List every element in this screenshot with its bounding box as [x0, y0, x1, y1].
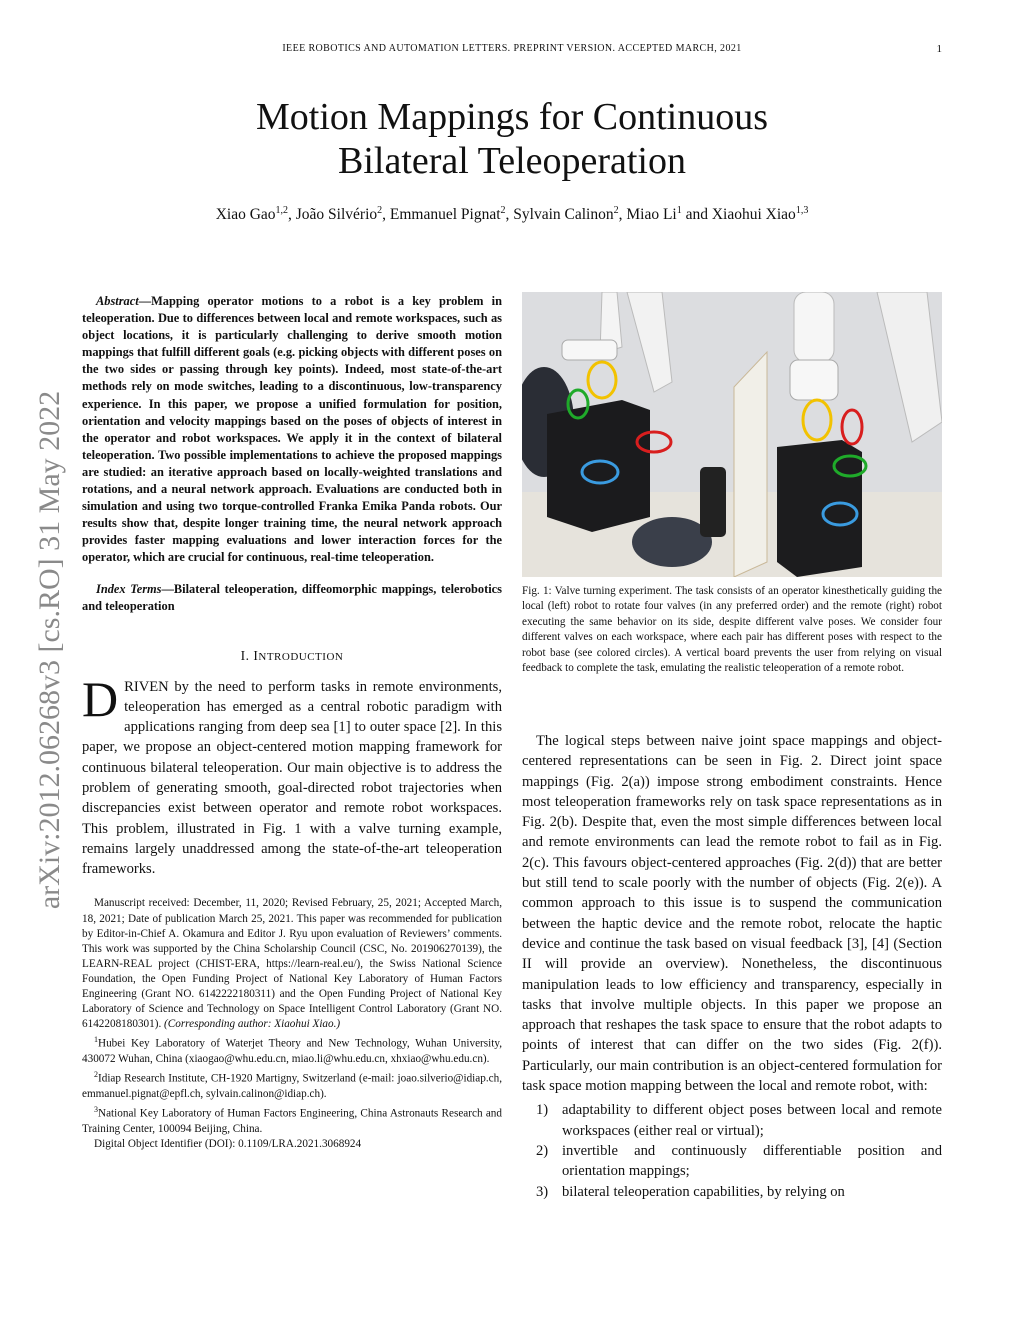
affiliation-text: Hubei Key Laboratory of Waterjet Theory and New Technology, Wuhan University, 430072 Wuhan, China (xiaogao@whu.edu.cn, miao.li@whu.edu.cn, xhxiao@whu.edu.cn). — [82, 1038, 502, 1066]
list-item-number: 2) — [536, 1142, 549, 1159]
author-affiliation-mark: 2 — [500, 205, 506, 216]
index-terms — [82, 581, 502, 615]
body-paragraph: The logical steps between naive joint space mappings and object-centered representations can be seen in Fig. 2. Direct joint space mappings (Fig. 2(a)) impose strong embodiment constraints. Hence most teleoperation frameworks rely on task space representations as in Fig. 2(b). Despite that, even the most simple differences between local and remote environments can lead the remote robot to fail as in Fig. 2(c). This favours object-centered approaches (Fig. 2(d)) that are better but still tend to scale poorly with the number of objects (Fig. 2(e)). A common approach to this issue is to suspend the communication between the haptic device and the remote robot, relocate the haptic device and continue the task based on visual feedback [3], [4] (Section II will provide an overview). Nonetheless, the discontinuous manipulation leads to low efficiency and transparency, especially in tasks that involve multiple objects. In this paper we propose an approach that reshapes the task space to ensure that the robot adapts to points of interest that can differ on the two sides (Fig. 2(f)). Particularly, our main contribution is an object-centered formulation for task space motion mapping between the local and remote robot, with: — [522, 733, 942, 1095]
contribution-list — [522, 1100, 942, 1201]
arxiv-stamp: arXiv:2012.06268v3 [cs.RO] 31 May 2022 — [33, 390, 66, 910]
arxiv-stamp-container — [20, 350, 80, 950]
remote-valve-box — [777, 440, 862, 577]
author-affiliation-mark: 1 — [676, 205, 682, 216]
intro-paragraph — [82, 670, 502, 880]
index-terms-text: —Bilateral teleoperation, diffeomorphic mappings, telerobotics and teleoperation — [82, 581, 502, 613]
haptic-device — [700, 467, 726, 537]
section-title-rest: NTRODUCTION — [258, 650, 344, 663]
local-valve-box — [547, 400, 650, 532]
list-item — [522, 1182, 942, 1202]
list-item-number: 3) — [536, 1183, 549, 1200]
affiliation-3 — [82, 1102, 502, 1137]
doi-note: Digital Object Identifier (DOI): 0.1109/LRA.2021.3068924 — [94, 1138, 362, 1151]
list-item-number: 1) — [536, 1102, 549, 1119]
affiliation-mark: 2 — [94, 1070, 98, 1080]
author-list — [0, 205, 1024, 224]
list-item-text: adaptability to different object poses between local and remote workspaces (either real or virtual); — [562, 1102, 942, 1139]
index-terms-label: Index Terms — [96, 581, 162, 596]
corresponding-author: (Corresponding author: Xiaohui Xiao.) — [164, 1018, 341, 1031]
vertical-board — [734, 352, 767, 577]
paper-title — [0, 95, 1024, 183]
abstract-label: Abstract — [96, 294, 139, 308]
author-name: , Miao Li — [618, 206, 677, 224]
list-item-text: invertible and continuously differentiable position and orientation mappings; — [562, 1142, 942, 1180]
affiliation-text: National Key Laboratory of Human Factors Engineering, China Astronauts Research and Training Center, 100094 Beijing, China. — [82, 1107, 502, 1135]
figure-1-photo — [522, 292, 942, 577]
remote-robot-gripper — [790, 360, 838, 400]
footnotes — [82, 896, 502, 1152]
author-affiliation-mark: 2 — [613, 205, 619, 216]
abstract-text: —Mapping operator motions to a robot is a key problem in teleoperation. Due to differences between local and remote workspaces, such as object locations, it is particularly challenging to derive smooth motion mappings that fulfill different goals (e.g. picking objects with different poses on the two sides or passing through key points). Indeed, most state-of-the-art methods rely on mode switches, leading to a discontinuous, low-transparency experience. In this paper, we propose a unified formulation for position, orientation and velocity mappings based on the poses of objects of interest in the operator and robot workspaces. We apply it in the context of bilateral teleoperation. Two possible implementations to achieve the proposed mappings are studied: an iterative approach based on locally-weighted translations and rotations, and a neural network approach. Evaluations are conducted both in simulation and using two torque-controlled Franka Emika Panda robots. Our results show that, despite longer training time, the neural network approach provides faster mapping evaluations and lower interaction forces for the operator, which are crucial for continuous, real-time teleoperation. — [82, 294, 502, 565]
running-head: IEEE ROBOTICS AND AUTOMATION LETTERS. PREPRINT VERSION. ACCEPTED MARCH, 2021 — [282, 43, 742, 54]
list-item-text: bilateral teleoperation capabilities, by relying on — [562, 1183, 845, 1200]
manuscript-note — [82, 896, 502, 1032]
figure-illustration — [522, 292, 942, 577]
abstract — [82, 293, 502, 567]
author-name: , Emmanuel Pignat — [382, 206, 501, 224]
manuscript-text: Manuscript received: December, 11, 2020; Revised February, 25, 2021; Accepted March, 18, 2021; Date of publication March 25, 2021. This paper was recommended for publication by Editor-in-Chief A. Okamura and Editor J. Ryu upon evaluation of Reviewers’ comments. This work was supported by the China Scholarship Council (CSC, No. 201906270139), the LEARN-REAL project (CHIST-ERA, https://learn-real.eu/), the Swiss National Science Foundation, the Open Funding Project of National Key Laboratory of Human Factors Engineering (Grant NO. 6142222180311) and the Open Funding Project of National Key Laboratory of Science and Technology on Space Intelligent Control Laboratory (Grant NO. 6142208180301). — [82, 897, 502, 1031]
author-name: Xiao Gao — [215, 206, 276, 224]
drop-cap: D — [82, 670, 119, 727]
figure-1-caption: Fig. 1: Valve turning experiment. The task consists of an operator kinesthetically guiding the local (left) robot to rotate four valves (in any preferred order) and the remote (right) robot executing the same behavior on its side, despite different valve poses. We consider four different valves on each workspace, where each pair has different poses with respect to the robot base (see colored circles). A vertical board prevents the user from relying on visual feedback to complete the task, emulating the realistic teleoperation of a remote robot. — [522, 585, 942, 675]
author-affiliation-mark: 2 — [377, 205, 383, 216]
author-name: , João Silvério — [288, 206, 378, 224]
author-name: , Sylvain Calinon — [505, 206, 614, 224]
right-column-body — [522, 731, 942, 1202]
author-name: and Xiaohui Xiao — [681, 206, 796, 224]
intro-text: RIVEN by the need to perform tasks in remote environments, teleoperation has emerged as a central robotic paradigm with applications ranging from deep sea [1] to outer space [2]. In this paper, we propose an object-centered motion mapping framework for continuous bilateral teleoperation. Our main objective is to address the problem of generating smooth, goal-directed robot trajectories when discrepancies exist between operator and remote robot workspaces. This problem, illustrated in Fig. 1 with a valve turning example, remains largely unaddressed among the state-of-the-art teleoperation frameworks. — [82, 678, 502, 878]
affiliation-mark: 3 — [94, 1105, 98, 1115]
affiliation-2 — [82, 1067, 502, 1102]
author-affiliation-mark: 1,2 — [275, 205, 289, 216]
page-number: 1 — [936, 43, 942, 55]
title-line-2: Bilateral Teleoperation — [338, 140, 686, 182]
list-item — [522, 1141, 942, 1182]
list-item — [522, 1100, 942, 1141]
section-heading-introduction — [82, 648, 502, 664]
section-title-first-letter: I — [253, 647, 259, 663]
affiliation-1 — [82, 1032, 502, 1067]
section-numeral: I. — [240, 647, 254, 663]
affiliation-text: Idiap Research Institute, CH-1920 Martigny, Switzerland (e-mail: joao.silverio@idiap.ch, emmanuel.pignat@epfl.ch, sylvain.calinon@idiap.ch). — [82, 1072, 502, 1101]
left-column — [82, 293, 502, 1152]
author-affiliation-mark: 1,3 — [795, 205, 809, 216]
remote-robot-arm — [794, 292, 834, 362]
local-robot-gripper — [562, 340, 617, 360]
affiliation-mark: 1 — [94, 1035, 98, 1045]
title-line-1: Motion Mappings for Continuous — [256, 96, 768, 138]
